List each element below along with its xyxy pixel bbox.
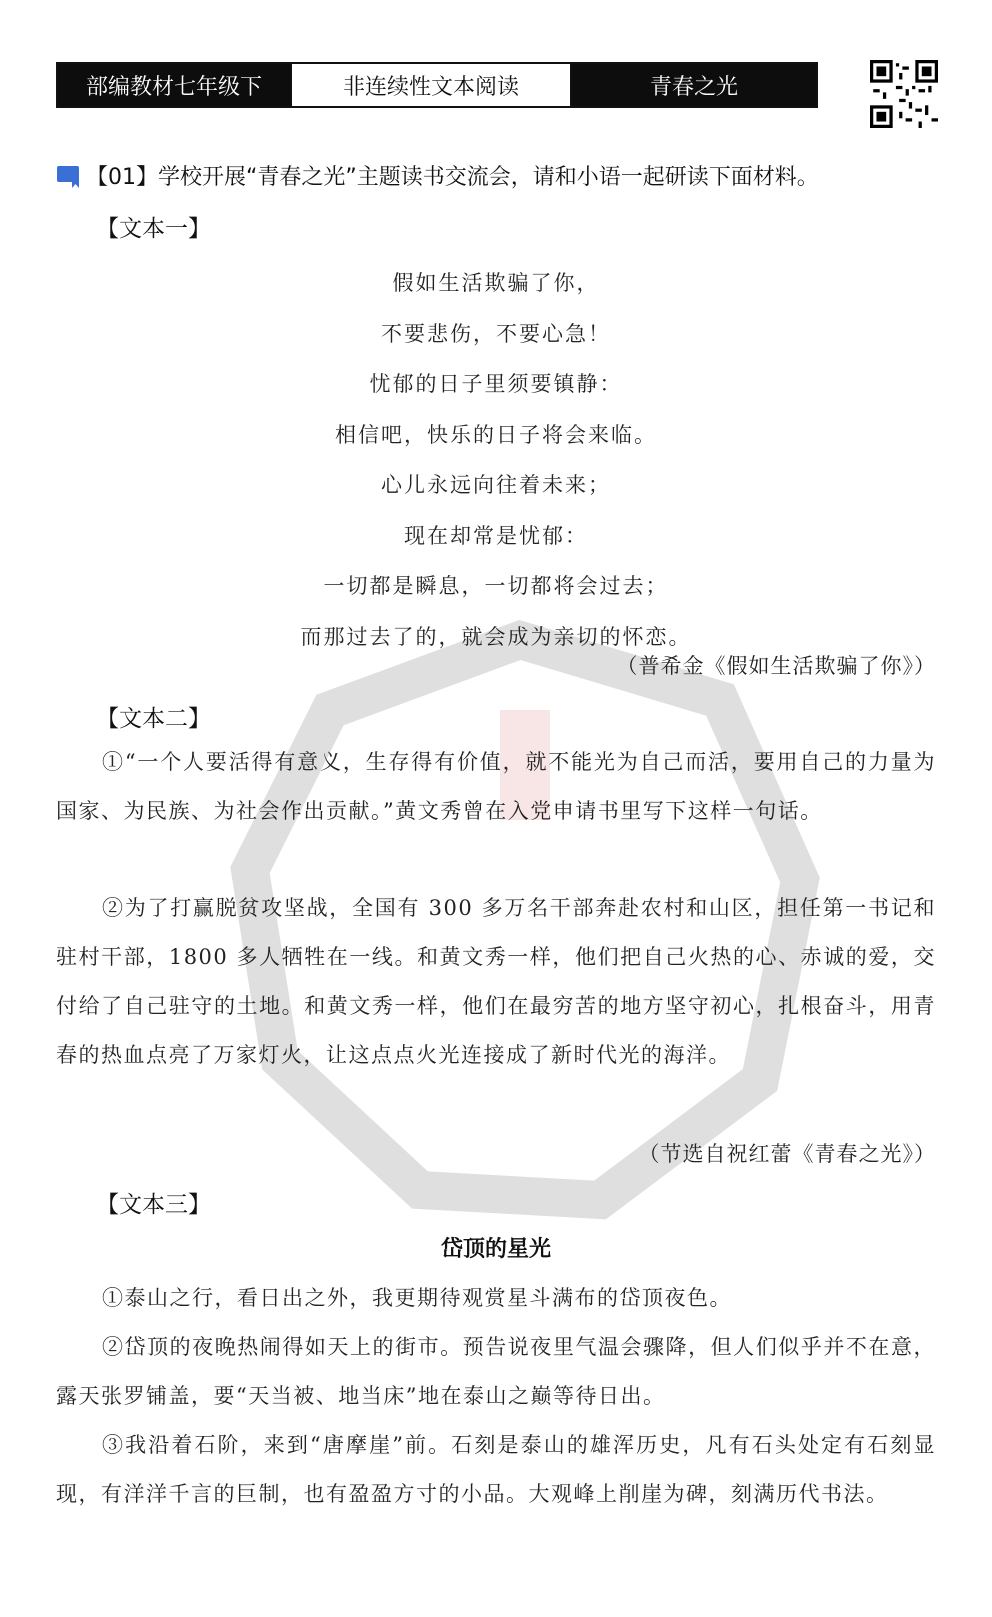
- text3-paragraph-3: ③我沿着石阶，来到“唐摩崖”前。石刻是泰山的雄浑历史，凡有石头处定有石刻显现，有洋洋千言的巨制，也有盈盈方寸的小品。大观峰上削崖为碑，刻满历代书法。: [56, 1433, 936, 1506]
- poem-line: 假如生活欺骗了你，: [392, 271, 600, 295]
- text2-label: 【文本二】: [96, 706, 211, 732]
- text2-paragraph-1: ①“一个人要活得有意义，生存得有价值，就不能光为自己而活，要用自己的力量为国家、为民族、为社会作出贡献。”黄文秀曾在入党申请书里写下这样一句话。: [56, 750, 936, 823]
- poem-line: 不要悲伤，不要心急！: [381, 321, 611, 346]
- text1-source: （普希金《假如生活欺骗了你》）: [616, 654, 936, 678]
- qr-code-icon: [870, 60, 938, 128]
- header-bar: [56, 62, 818, 108]
- text3-paragraph-1: ①泰山之行，看日出之外，我更期待观赏星斗满布的岱顶夜色。: [102, 1286, 732, 1310]
- poem-line: 而那过去了的，就会成为亲切的怀恋。: [300, 624, 692, 649]
- poem-line: 现在却常是忧郁：: [404, 523, 588, 548]
- poem: [0, 258, 992, 662]
- bookmark-icon: [56, 164, 82, 188]
- text3-title: 岱顶的星光: [440, 1237, 551, 1262]
- text3-label: 【文本三】: [96, 1192, 211, 1218]
- text2-paragraph-2: ②为了打赢脱贫攻坚战，全国有 300 多万名干部奔赴农村和山区，担任第一书记和驻村干部，1800 多人牺牲在一线。和黄文秀一样，他们把自己火热的心、赤诚的爱，交付给了自己驻守的土地。和黄文秀一样，他们在最穷苦的地方坚守初心，扎根奋斗，用青春的热血点亮了万家灯火，让这点点火光连接成了新时代光的海洋。: [56, 896, 936, 1067]
- text2-source: （节选自祝红蕾《青春之光》）: [638, 1142, 936, 1166]
- poem-line: 忧郁的日子里须要镇静：: [369, 372, 623, 396]
- text3-paragraph-2: ②岱顶的夜晚热闹得如天上的街市。预告说夜里气温会骤降，但人们似乎并不在意，露天张罗铺盖，要“天当被、地当床”地在泰山之巅等待日出。: [56, 1335, 936, 1408]
- poem-line: 相信吧，快乐的日子将会来临。: [335, 422, 657, 447]
- poem-line: 一切都是瞬息，一切都将会过去；: [323, 574, 669, 598]
- poem-line: 心儿永远向往着未来；: [381, 473, 611, 497]
- question-row: [56, 160, 956, 191]
- text1-label: 【文本一】: [96, 216, 211, 242]
- header-theme: 青春之光: [572, 64, 816, 106]
- header-topic: 非连续性文本阅读: [290, 64, 572, 106]
- question-text: 【01】学校开展“青春之光”主题读书交流会，请和小语一起研读下面材料。: [86, 165, 819, 190]
- header-grade: 部编教材七年级下: [58, 64, 290, 106]
